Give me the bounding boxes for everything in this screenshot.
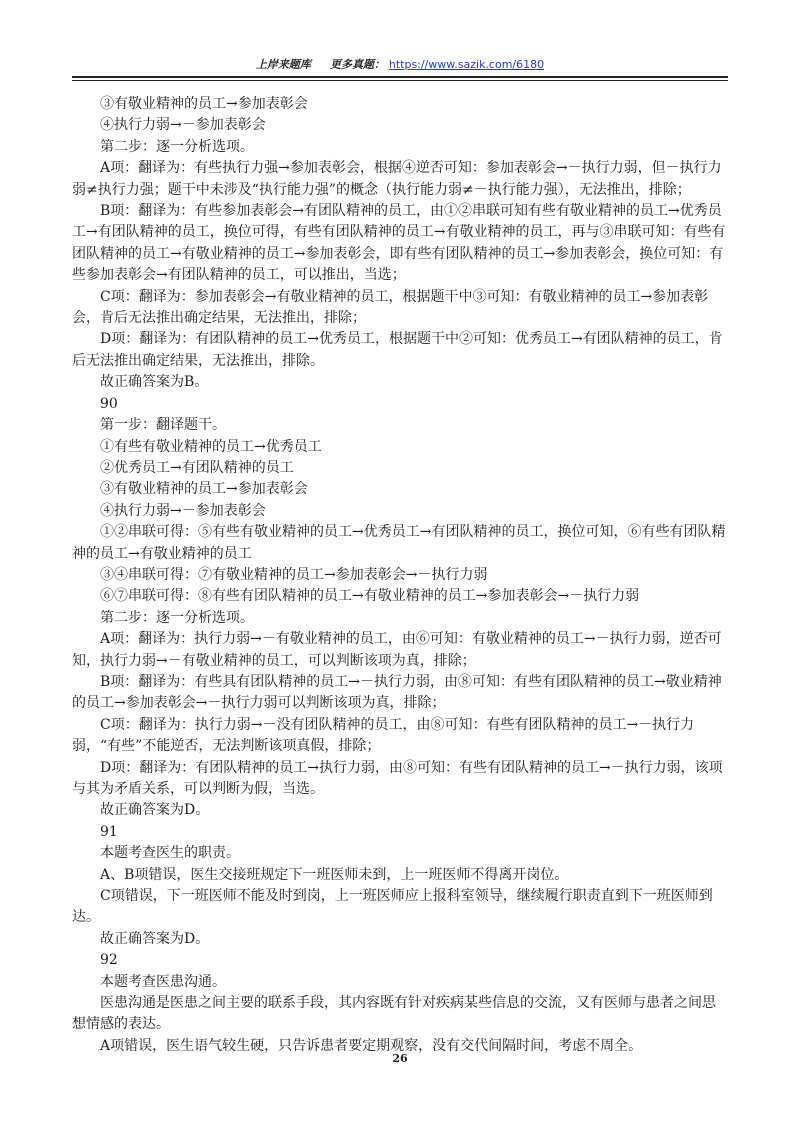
paragraph: C项：翻译为：执行力弱→－没有团队精神的员工，由⑧可知：有些有团队精神的员工→－执行力弱，“有些”不能逆否，无法判断该项真假，排除； [72, 716, 695, 755]
paragraph: 91 [100, 823, 118, 840]
header-brand: 上岸来题库 [255, 58, 311, 71]
paragraph: ①有些有敬业精神的员工→优秀员工 [100, 438, 322, 455]
paragraph: ④执行力弱→－参加表彰会 [100, 502, 266, 519]
header-divider-thick [72, 76, 728, 78]
paragraph: 第二步：逐一分析选项。 [100, 609, 254, 626]
paragraph: A项错误，医生语气较生硬，只告诉患者要定期观察，没有交代间隔时间，考虑不周全。 [100, 1037, 643, 1054]
paragraph: A项：翻译为：执行力弱→－有敬业精神的员工，由⑥可知：有敬业精神的员工→－执行力弱，逆否可知，执行力弱→－有敬业精神的员工，可以判断该项为真，排除； [72, 631, 722, 669]
paragraph: 本题考查医生的职责。 [100, 845, 240, 862]
header-divider-thin [72, 80, 728, 81]
paragraph: ③有敬业精神的员工→参加表彰会 [100, 96, 308, 112]
paragraph: 故正确答案为B。 [100, 374, 209, 391]
paragraph: A、B项错误，医生交接班规定下一班医师未到，上一班医师不得离开岗位。 [100, 866, 569, 883]
paragraph: ③有敬业精神的员工→参加表彰会 [100, 481, 308, 498]
paragraph: B项：翻译为：有些具有团队精神的员工→－执行力弱，由⑧可知：有些有团队精神的员工→敬业精神的员工→参加表彰会→－执行力弱可以判断该项为真，排除； [72, 673, 722, 712]
paragraph: C项：翻译为：参加表彰会→有敬业精神的员工，根据题干中③可知：有敬业精神的员工→参加表彰会，肯后无法推出确定结果，无法推出，排除； [72, 288, 709, 327]
paragraph: 第二步：逐一分析选项。 [100, 138, 254, 155]
paragraph: ④执行力弱→－参加表彰会 [100, 117, 266, 134]
paragraph: A项：翻译为：有些执行力强→参加表彰会，根据④逆否可知：参加表彰会→－执行力弱，但－执行力弱≠执行力强；题干中未涉及“执行能力强”的概念（执行能力弱≠－执行能力强），无法推出，排除； [72, 160, 722, 198]
paragraph: ③④串联可得：⑦有敬业精神的员工→参加表彰会→－执行力弱 [100, 566, 488, 583]
paragraph: D项：翻译为：有团队精神的员工→执行力弱，由⑧可知：有些有团队精神的员工→－执行力弱，该项与其为矛盾关系，可以判断为假，当选。 [72, 759, 723, 797]
paragraph: ②优秀员工→有团队精神的员工 [100, 459, 294, 476]
paragraph: ①②串联可得：⑤有些有敬业精神的员工→优秀员工→有团队精神的员工，换位可知，⑥有些有团队精神的员工→有敬业精神的员工 [72, 524, 726, 562]
paragraph: 92 [100, 952, 118, 969]
page-number: 26 [392, 1052, 408, 1065]
header-url-link[interactable]: https://www.sazik.com/6180 [388, 58, 545, 71]
paragraph: 90 [100, 395, 118, 412]
paragraph: D项：翻译为：有团队精神的员工→优秀员工，根据题干中②可知：优秀员工→有团队精神的员工，肯后无法推出确定结果，无法推出，排除。 [72, 331, 723, 369]
paragraph: 故正确答案为D。 [100, 802, 210, 819]
paragraph: 本题考查医患沟通。 [100, 973, 226, 990]
header-label: 更多真题： [330, 58, 386, 71]
paragraph: 第一步：翻译题干。 [100, 417, 226, 434]
paragraph: B项：翻译为：有些参加表彰会→有团队精神的员工，由①②串联可知有些有敬业精神的员工→优秀员工→有团队精神的员工，换位可得，有些有团队精神的员工→有敬业精神的员工，再与③串联可知：有些有团队精神的员工→有敬业精神的员工→参加表彰会，即有些有团队精神的员工→参加表彰会，换位可知：有些参加表彰会→有团队精神的员工，可以推出，当选； [72, 203, 726, 284]
paragraph: ⑥⑦串联可得：⑧有些有团队精神的员工→有敬业精神的员工→参加表彰会→－执行力弱 [100, 588, 640, 605]
document-body [72, 94, 728, 1057]
page-header [72, 56, 728, 74]
paragraph: C项错误，下一班医师不能及时到岗，上一班医师应上报科室领导，继续履行职责直到下一班医师到达。 [72, 888, 713, 926]
paragraph: 故正确答案为D。 [100, 930, 210, 947]
paragraph: 医患沟通是医患之间主要的联系手段，其内容既有针对疾病某些信息的交流，又有医师与患者之间思想情感的表达。 [72, 995, 716, 1033]
